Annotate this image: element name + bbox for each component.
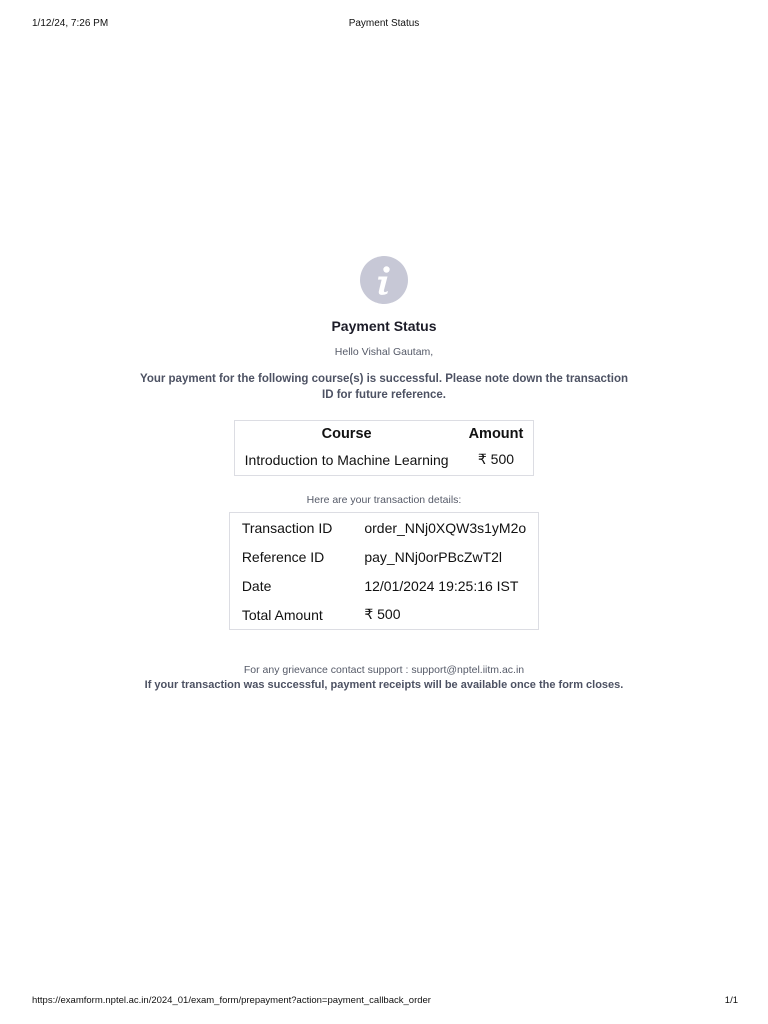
print-datetime: 1/12/24, 7:26 PM <box>32 18 109 29</box>
print-url: https://examform.nptel.ac.in/2024_01/exam_form/prepayment?action=payment_callback_order <box>32 995 431 1006</box>
course-column-header: Course <box>321 426 372 442</box>
date-label: Date <box>241 577 272 594</box>
receipt-note: If your transaction was successful, payment receipts will be available once the form closes. <box>144 679 624 691</box>
table-row <box>230 571 538 600</box>
table-row <box>230 513 538 542</box>
print-page-number: 1/1 <box>724 995 738 1006</box>
transaction-table <box>229 512 539 630</box>
course-name-cell: Introduction to Machine Learning <box>244 451 449 468</box>
reference-id-label: Reference ID <box>241 548 325 565</box>
course-table <box>234 420 535 476</box>
support-contact-text: For any grievance contact support : support@nptel.iitm.ac.in <box>243 664 525 676</box>
print-page-title: Payment Status <box>348 18 420 29</box>
total-amount-value: ₹ 500 <box>364 606 401 622</box>
transaction-id-label: Transaction ID <box>241 519 333 536</box>
payment-status-card <box>0 256 768 691</box>
table-row <box>235 446 534 475</box>
greeting-text: Hello Vishal Gautam, <box>334 346 434 358</box>
date-value: 12/01/2024 19:25:16 IST <box>364 577 519 594</box>
course-table-header-row <box>235 421 534 446</box>
amount-column-header: Amount <box>468 426 524 442</box>
table-row <box>230 600 538 629</box>
course-amount-cell: ₹ 500 <box>477 451 515 467</box>
transaction-id-value: order_NNj0XQW3s1yM2o <box>364 519 527 536</box>
reference-id-value: pay_NNj0orPBcZwT2l <box>364 548 503 565</box>
success-message: Your payment for the following course(s) is successful. Please note down the transaction ID for future reference. <box>140 373 628 401</box>
total-amount-label: Total Amount <box>241 606 323 623</box>
page-title: Payment Status <box>331 318 437 334</box>
table-row <box>230 542 538 571</box>
transaction-details-caption: Here are your transaction details: <box>306 494 462 506</box>
info-icon <box>360 256 408 304</box>
info-icon-glyph <box>360 256 408 304</box>
